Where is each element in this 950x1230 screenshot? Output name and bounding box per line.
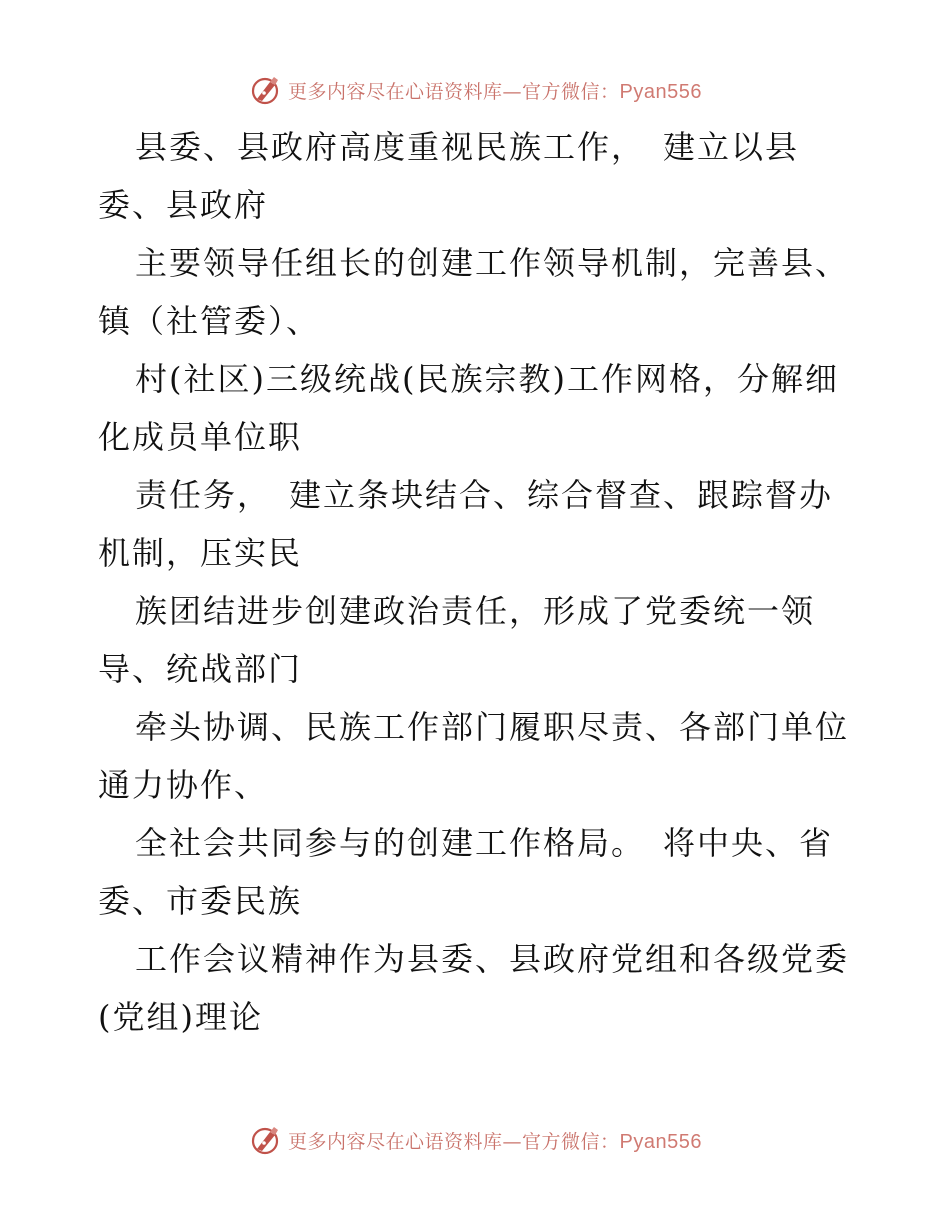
watermark-text: 更多内容尽在心语资料库—官方微信：Pyan556	[288, 80, 702, 103]
header-watermark-banner	[0, 70, 950, 110]
text-line: 牵头协调、民族工作部门履职尽责、各部门单位	[135, 708, 850, 746]
document-body	[98, 118, 878, 1046]
text-line: 委、市委民族	[98, 882, 303, 920]
text-line: 村(社区)三级统战(民族宗教)工作网格，分解细	[135, 360, 839, 398]
text-line: 委、县政府	[98, 186, 269, 224]
text-line: 机制，压实民	[98, 534, 303, 572]
pen-nib-logo-icon	[248, 73, 282, 107]
text-line: (党组)理论	[98, 998, 263, 1036]
footer-watermark-banner	[0, 1120, 950, 1160]
text-line: 导、统战部门	[98, 650, 303, 688]
watermark-text: 更多内容尽在心语资料库—官方微信：Pyan556	[288, 1130, 702, 1153]
text-line: 化成员单位职	[98, 418, 303, 456]
wechat-id: Pyan556	[619, 80, 702, 103]
wechat-id: Pyan556	[619, 1130, 702, 1153]
text-line: 主要领导任组长的创建工作领导机制，完善县、	[135, 244, 850, 282]
text-line: 责任务， 建立条块结合、综合督查、跟踪督办	[135, 476, 834, 514]
text-line: 县委、县政府高度重视民族工作， 建立以县	[135, 128, 800, 166]
text-line: 族团结进步创建政治责任，形成了党委统一领	[135, 592, 816, 630]
pen-nib-logo-icon	[248, 1123, 282, 1157]
text-line: 镇（社管委）、	[98, 302, 321, 340]
text-line: 全社会共同参与的创建工作格局。 将中央、省	[135, 824, 834, 862]
text-line: 工作会议精神作为县委、县政府党组和各级党委	[135, 940, 850, 978]
text-line: 通力协作、	[98, 766, 269, 804]
